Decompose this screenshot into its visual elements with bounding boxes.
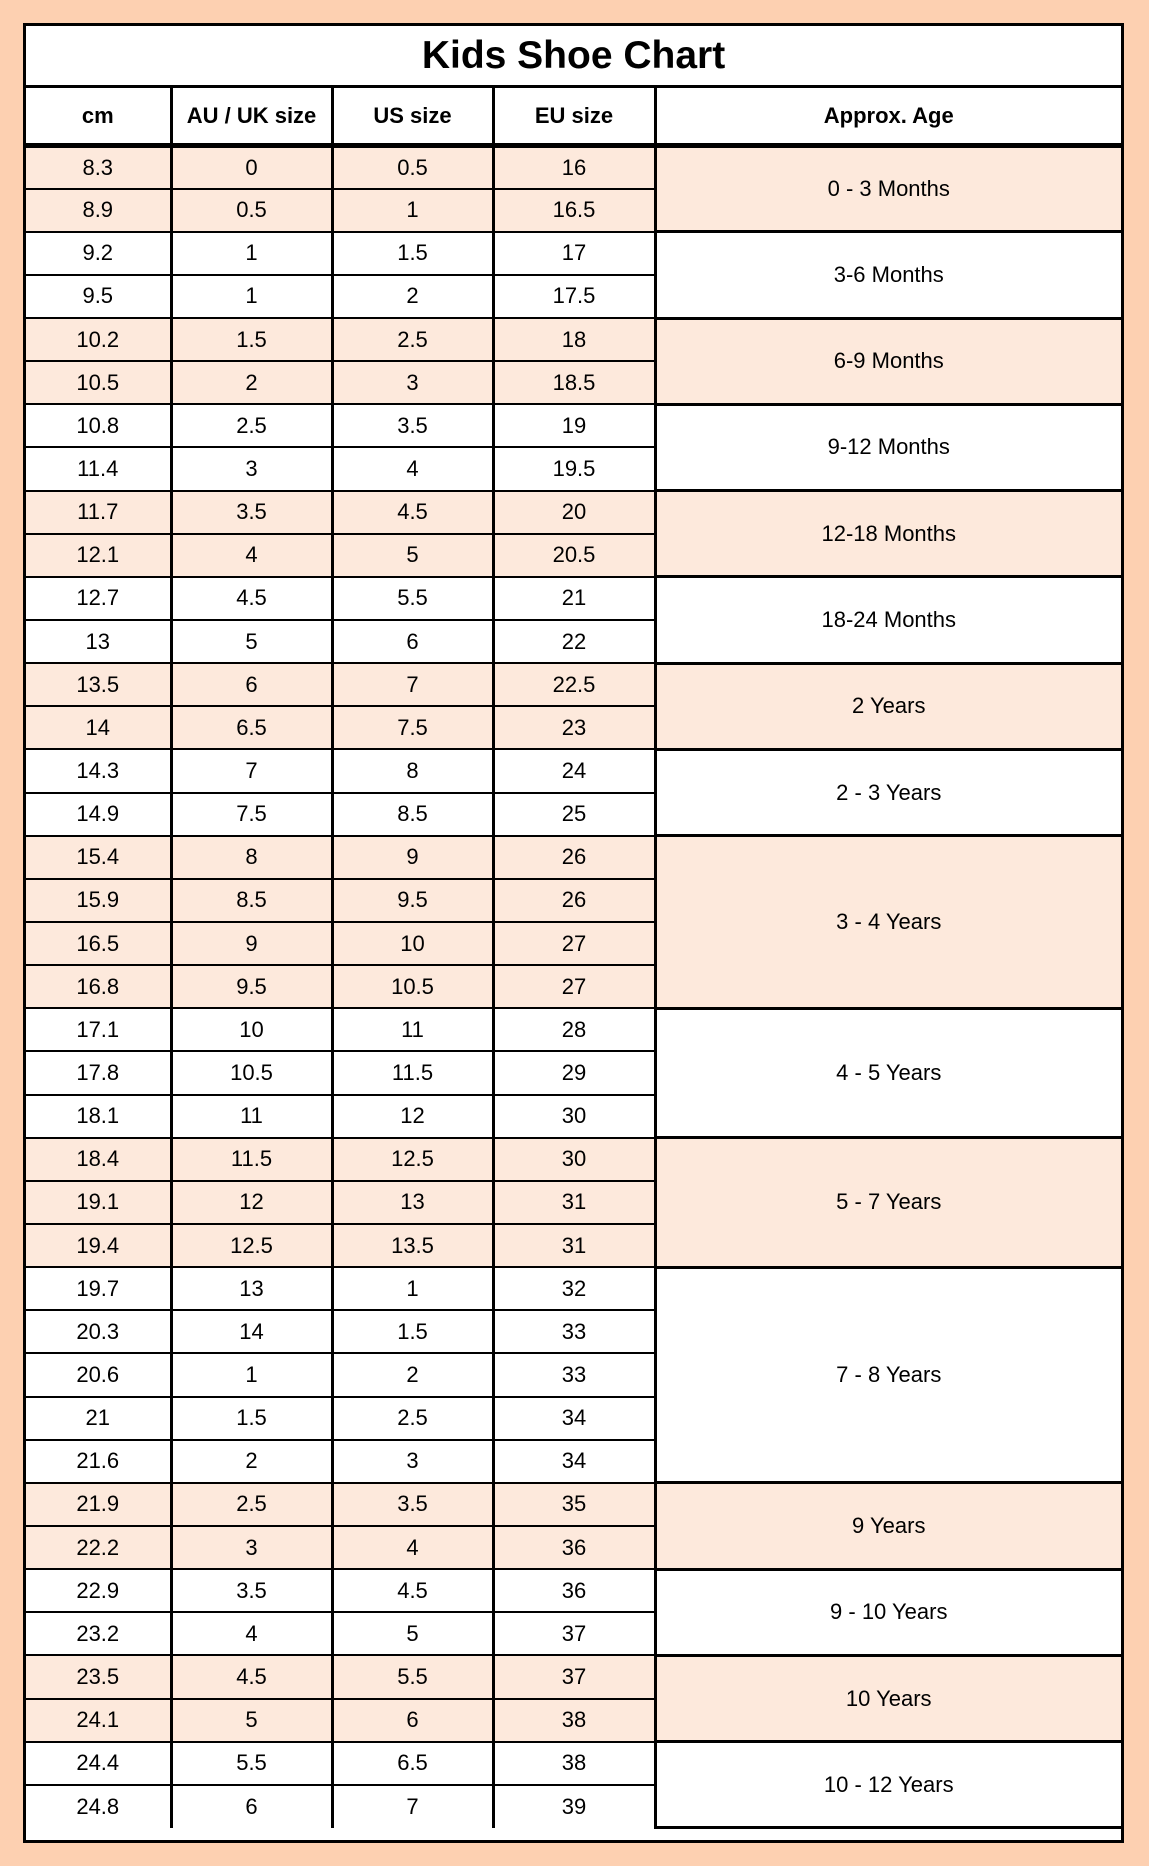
cell-au-uk-size: 13 [171, 1267, 332, 1310]
cell-au-uk-size: 11 [171, 1095, 332, 1138]
cell-au-uk-size: 2 [171, 361, 332, 404]
cell-eu-size: 34 [493, 1440, 655, 1483]
cell-eu-size: 18.5 [493, 361, 655, 404]
cell-cm: 21 [26, 1397, 171, 1440]
cell-cm: 12.1 [26, 534, 171, 577]
cell-us-size: 2.5 [332, 1397, 493, 1440]
cell-au-uk-size: 6 [171, 663, 332, 706]
table-row [26, 318, 1121, 361]
cell-cm: 10.5 [26, 361, 171, 404]
table-row [26, 663, 1121, 706]
cell-au-uk-size: 14 [171, 1310, 332, 1353]
cell-eu-size: 25 [493, 793, 655, 836]
cell-cm: 19.7 [26, 1267, 171, 1310]
cell-cm: 21.6 [26, 1440, 171, 1483]
cell-cm: 9.2 [26, 232, 171, 275]
cell-au-uk-size: 0.5 [171, 189, 332, 232]
cell-cm: 16.8 [26, 965, 171, 1008]
cell-cm: 13 [26, 620, 171, 663]
cell-au-uk-size: 10.5 [171, 1051, 332, 1094]
cell-cm: 14.9 [26, 793, 171, 836]
cell-au-uk-size: 5.5 [171, 1742, 332, 1785]
cell-approx-age: 9 Years [655, 1483, 1121, 1569]
cell-eu-size: 36 [493, 1526, 655, 1569]
header-row [26, 87, 1121, 146]
header-au-uk-size: AU / UK size [171, 87, 332, 146]
cell-au-uk-size: 2 [171, 1440, 332, 1483]
cell-cm: 12.7 [26, 577, 171, 620]
cell-us-size: 4 [332, 1526, 493, 1569]
cell-approx-age: 5 - 7 Years [655, 1138, 1121, 1267]
cell-us-size: 11 [332, 1008, 493, 1051]
cell-us-size: 1 [332, 1267, 493, 1310]
cell-cm: 8.9 [26, 189, 171, 232]
cell-us-size: 3.5 [332, 1483, 493, 1526]
cell-au-uk-size: 12.5 [171, 1224, 332, 1267]
cell-eu-size: 36 [493, 1569, 655, 1612]
cell-au-uk-size: 2.5 [171, 1483, 332, 1526]
cell-us-size: 6.5 [332, 1742, 493, 1785]
cell-us-size: 1 [332, 189, 493, 232]
header-eu-size: EU size [493, 87, 655, 146]
shoe-chart [23, 23, 1124, 1843]
cell-eu-size: 22 [493, 620, 655, 663]
cell-cm: 10.2 [26, 318, 171, 361]
cell-us-size: 6 [332, 620, 493, 663]
cell-cm: 8.3 [26, 146, 171, 189]
table-row [26, 232, 1121, 275]
cell-au-uk-size: 6.5 [171, 706, 332, 749]
cell-cm: 18.1 [26, 1095, 171, 1138]
cell-eu-size: 16 [493, 146, 655, 189]
table-row [26, 1267, 1121, 1310]
cell-au-uk-size: 4.5 [171, 1655, 332, 1698]
cell-cm: 21.9 [26, 1483, 171, 1526]
cell-au-uk-size: 0 [171, 146, 332, 189]
table-row [26, 146, 1121, 189]
cell-cm: 19.1 [26, 1181, 171, 1224]
cell-eu-size: 37 [493, 1655, 655, 1698]
cell-us-size: 6 [332, 1699, 493, 1742]
cell-us-size: 7 [332, 1785, 493, 1828]
cell-us-size: 4 [332, 447, 493, 490]
cell-us-size: 8.5 [332, 793, 493, 836]
cell-us-size: 2 [332, 1353, 493, 1396]
cell-eu-size: 30 [493, 1095, 655, 1138]
cell-cm: 16.5 [26, 922, 171, 965]
table-body [26, 146, 1121, 1828]
cell-cm: 10.8 [26, 404, 171, 447]
cell-au-uk-size: 4 [171, 1612, 332, 1655]
cell-au-uk-size: 1.5 [171, 318, 332, 361]
cell-au-uk-size: 1 [171, 1353, 332, 1396]
cell-us-size: 1.5 [332, 232, 493, 275]
cell-approx-age: 2 Years [655, 663, 1121, 749]
cell-au-uk-size: 3.5 [171, 1569, 332, 1612]
cell-au-uk-size: 8 [171, 836, 332, 879]
cell-eu-size: 26 [493, 879, 655, 922]
cell-au-uk-size: 7.5 [171, 793, 332, 836]
cell-cm: 13.5 [26, 663, 171, 706]
cell-us-size: 7.5 [332, 706, 493, 749]
header-us-size: US size [332, 87, 493, 146]
table-row [26, 1569, 1121, 1612]
cell-eu-size: 37 [493, 1612, 655, 1655]
size-table [26, 85, 1121, 1829]
cell-au-uk-size: 1 [171, 232, 332, 275]
cell-eu-size: 20 [493, 491, 655, 534]
table-row [26, 1742, 1121, 1785]
cell-cm: 17.8 [26, 1051, 171, 1094]
cell-eu-size: 35 [493, 1483, 655, 1526]
cell-us-size: 11.5 [332, 1051, 493, 1094]
cell-au-uk-size: 3.5 [171, 491, 332, 534]
cell-approx-age: 12-18 Months [655, 491, 1121, 577]
cell-au-uk-size: 1 [171, 275, 332, 318]
cell-us-size: 4.5 [332, 491, 493, 534]
table-row [26, 1008, 1121, 1051]
cell-eu-size: 38 [493, 1742, 655, 1785]
cell-au-uk-size: 9.5 [171, 965, 332, 1008]
cell-cm: 20.6 [26, 1353, 171, 1396]
table-row [26, 1483, 1121, 1526]
cell-eu-size: 17.5 [493, 275, 655, 318]
cell-eu-size: 33 [493, 1353, 655, 1396]
cell-au-uk-size: 4 [171, 534, 332, 577]
cell-us-size: 13 [332, 1181, 493, 1224]
cell-eu-size: 28 [493, 1008, 655, 1051]
cell-us-size: 2.5 [332, 318, 493, 361]
table-row [26, 1655, 1121, 1698]
header-cm: cm [26, 87, 171, 146]
cell-us-size: 5.5 [332, 577, 493, 620]
table-row [26, 836, 1121, 879]
cell-eu-size: 30 [493, 1138, 655, 1181]
table-row [26, 404, 1121, 447]
cell-us-size: 5 [332, 534, 493, 577]
cell-eu-size: 22.5 [493, 663, 655, 706]
cell-au-uk-size: 3 [171, 447, 332, 490]
cell-us-size: 13.5 [332, 1224, 493, 1267]
cell-us-size: 8 [332, 749, 493, 792]
cell-cm: 20.3 [26, 1310, 171, 1353]
table-row [26, 577, 1121, 620]
cell-approx-age: 0 - 3 Months [655, 146, 1121, 232]
cell-us-size: 5.5 [332, 1655, 493, 1698]
cell-au-uk-size: 6 [171, 1785, 332, 1828]
cell-approx-age: 2 - 3 Years [655, 749, 1121, 835]
cell-cm: 24.8 [26, 1785, 171, 1828]
cell-approx-age: 6-9 Months [655, 318, 1121, 404]
cell-eu-size: 34 [493, 1397, 655, 1440]
cell-eu-size: 38 [493, 1699, 655, 1742]
cell-eu-size: 19.5 [493, 447, 655, 490]
cell-eu-size: 20.5 [493, 534, 655, 577]
cell-us-size: 3.5 [332, 404, 493, 447]
cell-eu-size: 23 [493, 706, 655, 749]
cell-au-uk-size: 2.5 [171, 404, 332, 447]
cell-us-size: 2 [332, 275, 493, 318]
cell-cm: 18.4 [26, 1138, 171, 1181]
cell-au-uk-size: 12 [171, 1181, 332, 1224]
cell-cm: 17.1 [26, 1008, 171, 1051]
cell-eu-size: 18 [493, 318, 655, 361]
cell-cm: 24.1 [26, 1699, 171, 1742]
cell-approx-age: 9-12 Months [655, 404, 1121, 490]
cell-cm: 23.5 [26, 1655, 171, 1698]
cell-approx-age: 7 - 8 Years [655, 1267, 1121, 1483]
cell-eu-size: 39 [493, 1785, 655, 1828]
cell-cm: 14.3 [26, 749, 171, 792]
cell-us-size: 12.5 [332, 1138, 493, 1181]
cell-us-size: 1.5 [332, 1310, 493, 1353]
cell-us-size: 10.5 [332, 965, 493, 1008]
chart-title: Kids Shoe Chart [421, 33, 726, 77]
cell-approx-age: 10 - 12 Years [655, 1742, 1121, 1828]
cell-au-uk-size: 7 [171, 749, 332, 792]
cell-au-uk-size: 9 [171, 922, 332, 965]
cell-cm: 11.4 [26, 447, 171, 490]
table-row [26, 749, 1121, 792]
cell-us-size: 12 [332, 1095, 493, 1138]
cell-cm: 15.9 [26, 879, 171, 922]
cell-approx-age: 3 - 4 Years [655, 836, 1121, 1009]
cell-au-uk-size: 8.5 [171, 879, 332, 922]
cell-cm: 15.4 [26, 836, 171, 879]
cell-eu-size: 16.5 [493, 189, 655, 232]
cell-au-uk-size: 10 [171, 1008, 332, 1051]
cell-us-size: 3 [332, 361, 493, 404]
cell-eu-size: 29 [493, 1051, 655, 1094]
cell-au-uk-size: 5 [171, 1699, 332, 1742]
cell-us-size: 0.5 [332, 146, 493, 189]
cell-eu-size: 27 [493, 922, 655, 965]
cell-eu-size: 21 [493, 577, 655, 620]
cell-us-size: 7 [332, 663, 493, 706]
cell-au-uk-size: 4.5 [171, 577, 332, 620]
cell-us-size: 9.5 [332, 879, 493, 922]
cell-au-uk-size: 3 [171, 1526, 332, 1569]
cell-us-size: 10 [332, 922, 493, 965]
cell-cm: 23.2 [26, 1612, 171, 1655]
cell-eu-size: 27 [493, 965, 655, 1008]
cell-cm: 14 [26, 706, 171, 749]
header-approx-age: Approx. Age [655, 87, 1121, 146]
cell-cm: 22.2 [26, 1526, 171, 1569]
cell-cm: 24.4 [26, 1742, 171, 1785]
table-row [26, 491, 1121, 534]
cell-us-size: 5 [332, 1612, 493, 1655]
cell-us-size: 4.5 [332, 1569, 493, 1612]
cell-eu-size: 31 [493, 1224, 655, 1267]
cell-us-size: 9 [332, 836, 493, 879]
cell-eu-size: 31 [493, 1181, 655, 1224]
cell-eu-size: 26 [493, 836, 655, 879]
cell-au-uk-size: 5 [171, 620, 332, 663]
cell-approx-age: 18-24 Months [655, 577, 1121, 663]
cell-approx-age: 4 - 5 Years [655, 1008, 1121, 1137]
cell-eu-size: 33 [493, 1310, 655, 1353]
cell-cm: 19.4 [26, 1224, 171, 1267]
cell-eu-size: 19 [493, 404, 655, 447]
cell-eu-size: 32 [493, 1267, 655, 1310]
cell-eu-size: 17 [493, 232, 655, 275]
cell-cm: 11.7 [26, 491, 171, 534]
cell-approx-age: 3-6 Months [655, 232, 1121, 318]
table-row [26, 1138, 1121, 1181]
cell-au-uk-size: 1.5 [171, 1397, 332, 1440]
cell-us-size: 3 [332, 1440, 493, 1483]
cell-au-uk-size: 11.5 [171, 1138, 332, 1181]
cell-approx-age: 9 - 10 Years [655, 1569, 1121, 1655]
cell-eu-size: 24 [493, 749, 655, 792]
cell-cm: 22.9 [26, 1569, 171, 1612]
cell-approx-age: 10 Years [655, 1655, 1121, 1741]
cell-cm: 9.5 [26, 275, 171, 318]
